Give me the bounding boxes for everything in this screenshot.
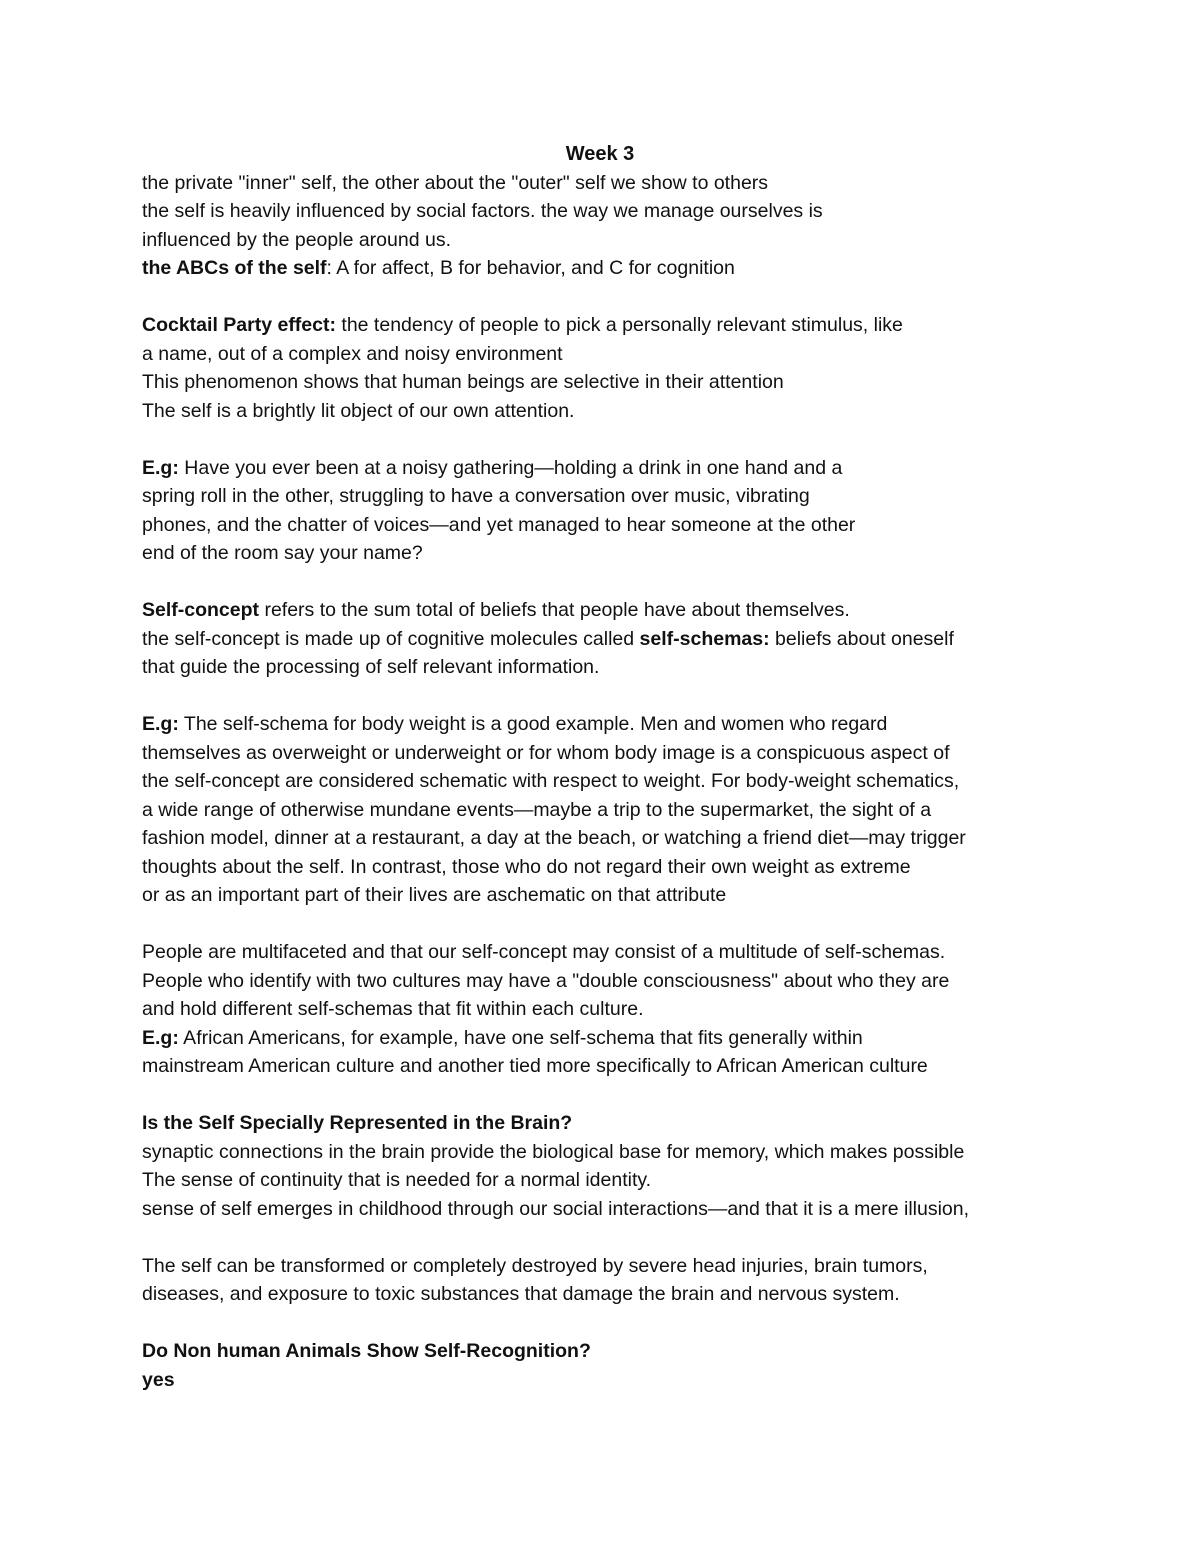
text-segment: Have you ever been at a noisy gathering—holding a drink in one hand and a <box>178 456 843 479</box>
text-segment: The self-schema for body weight is a good example. Men and women who regard <box>178 713 888 735</box>
text-line <box>142 767 1082 796</box>
text-line <box>142 824 1082 853</box>
text-segment: thoughts about the self. In contrast, those who do not regard their own weight as extreme <box>142 855 911 878</box>
text-segment: the self-concept are considered schematic with respect to weight. For body-weight schematics, <box>142 770 960 792</box>
bold-term: yes <box>142 1368 175 1391</box>
bold-term: Cocktail Party effect: <box>142 314 336 336</box>
text-segment: The sense of continuity that is needed for a normal identity. <box>142 1169 652 1191</box>
text-line <box>142 1109 1082 1138</box>
text-line <box>142 938 1082 967</box>
text-line <box>142 368 1082 397</box>
text-line <box>142 454 1082 483</box>
text-line <box>142 1138 1082 1167</box>
text-line <box>142 197 1082 226</box>
text-line <box>142 853 1082 882</box>
blank-line <box>142 1223 1082 1252</box>
text-segment: This phenomenon shows that human beings are selective in their attention <box>142 371 784 393</box>
blank-line <box>142 568 1082 597</box>
bold-term: E.g: <box>142 456 179 479</box>
text-segment: African Americans, for example, have one self-schema that fits generally within <box>178 1026 863 1049</box>
text-segment: sense of self emerges in childhood through our social interactions—and that it is a mere illusion, <box>142 1197 970 1220</box>
text-line <box>142 254 1082 283</box>
text-line <box>142 1337 1082 1366</box>
text-segment: the tendency of people to pick a personally relevant stimulus, like <box>335 314 903 336</box>
page-title: Week 3 <box>565 143 635 165</box>
text-line <box>142 1366 1082 1395</box>
text-line <box>142 1252 1082 1281</box>
bold-term: self-schemas: <box>639 627 770 650</box>
text-line <box>142 967 1082 996</box>
text-segment: themselves as overweight or underweight or for whom body image is a conspicuous aspect of <box>142 741 950 764</box>
text-segment: a name, out of a complex and noisy environment <box>142 342 563 365</box>
text-segment: end of the room say your name? <box>142 542 423 564</box>
text-line <box>142 995 1082 1024</box>
text-segment: diseases, and exposure to toxic substances that damage the brain and nervous system. <box>142 1283 900 1305</box>
text-segment: the self-concept is made up of cognitive molecules called <box>142 627 640 650</box>
text-line <box>142 1052 1082 1081</box>
text-line <box>142 169 1082 198</box>
bold-term: Is the Self Specially Represented in the Brain? <box>142 1112 573 1134</box>
bold-term: E.g: <box>142 1026 179 1049</box>
text-line <box>142 710 1082 739</box>
text-segment: refers to the sum total of beliefs that people have about themselves. <box>259 599 850 621</box>
document-body <box>142 140 1082 1394</box>
text-line <box>142 796 1082 825</box>
blank-line <box>142 910 1082 939</box>
blank-line <box>142 283 1082 312</box>
text-segment: phones, and the chatter of voices—and yet managed to hear someone at the other <box>142 513 856 536</box>
text-segment: or as an important part of their lives are aschematic on that attribute <box>142 884 727 906</box>
text-line <box>142 511 1082 540</box>
text-line <box>142 539 1082 568</box>
text-segment: spring roll in the other, struggling to have a conversation over music, vibrating <box>142 485 810 507</box>
bold-term: E.g: <box>142 713 179 735</box>
text-segment: synaptic connections in the brain provide the biological base for memory, which makes possible <box>142 1140 965 1163</box>
text-line <box>142 311 1082 340</box>
text-line <box>142 625 1082 654</box>
bold-term: Self-concept <box>142 599 260 621</box>
text-line <box>142 596 1082 625</box>
blank-line <box>142 682 1082 711</box>
text-segment: People are multifaceted and that our self-concept may consist of a multitude of self-schemas. <box>142 941 946 963</box>
text-segment: the self is heavily influenced by social factors. the way we manage ourselves is <box>142 200 823 222</box>
text-segment: The self is a brightly lit object of our own attention. <box>142 399 575 422</box>
bold-term: the ABCs of the self <box>142 257 327 279</box>
text-segment: influenced by the people around us. <box>142 228 451 251</box>
bold-term: Do Non human Animals Show Self-Recognition? <box>142 1340 591 1362</box>
text-segment: a wide range of otherwise mundane events—maybe a trip to the supermarket, the sight of a <box>142 798 932 821</box>
text-segment: The self can be transformed or completely destroyed by severe head injuries, brain tumors, <box>142 1254 928 1277</box>
text-line <box>142 397 1082 426</box>
text-segment: beliefs about oneself <box>769 627 954 650</box>
text-line <box>142 881 1082 910</box>
text-line <box>142 1195 1082 1224</box>
text-line <box>142 340 1082 369</box>
text-segment: the private "inner" self, the other about the "outer" self we show to others <box>142 171 769 194</box>
text-line <box>142 653 1082 682</box>
text-segment: that guide the processing of self relevant information. <box>142 656 600 678</box>
text-segment: : A for affect, B for behavior, and C for cognition <box>326 257 735 279</box>
text-line <box>142 1166 1082 1195</box>
text-segment: mainstream American culture and another tied more specifically to African American culture <box>142 1055 928 1077</box>
blank-line <box>142 1081 1082 1110</box>
text-line <box>142 1024 1082 1053</box>
text-line <box>142 226 1082 255</box>
text-segment: fashion model, dinner at a restaurant, a day at the beach, or watching a friend diet—may trigger <box>142 827 966 849</box>
blank-line <box>142 1309 1082 1338</box>
text-line <box>142 739 1082 768</box>
blank-line <box>142 425 1082 454</box>
text-line <box>142 1280 1082 1309</box>
text-line <box>142 482 1082 511</box>
text-segment: and hold different self-schemas that fit within each culture. <box>142 998 644 1020</box>
text-segment: People who identify with two cultures may have a "double consciousness" about who they are <box>142 969 950 992</box>
